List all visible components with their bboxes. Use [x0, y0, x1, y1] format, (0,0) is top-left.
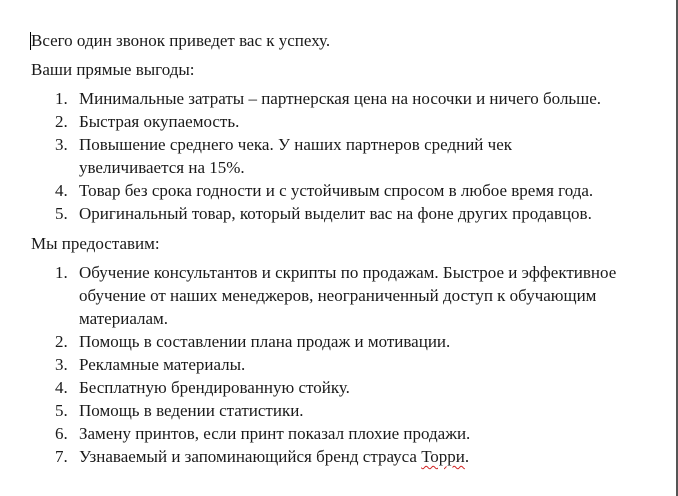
misspelled-word[interactable]: Торри	[421, 447, 465, 466]
list-number: 4.	[55, 378, 68, 397]
list-item	[31, 376, 661, 399]
list-item-text: Помощь в составлении плана продаж и мотивации.	[79, 332, 451, 351]
list-item	[31, 133, 579, 179]
document-body[interactable]	[31, 29, 661, 475]
list-item-text: Минимальные затраты – партнерская цена на носочки и ничего больше.	[79, 89, 602, 108]
list-number: 6.	[55, 424, 68, 443]
list-item	[31, 87, 661, 110]
list-item	[31, 202, 661, 225]
list-item	[31, 445, 661, 468]
list-number: 3.	[55, 135, 68, 154]
list-item-text: Бесплатную брендированную стойку.	[79, 378, 350, 397]
list-item	[31, 261, 649, 330]
list-number: 5.	[55, 401, 68, 420]
list-item-text-end: .	[464, 447, 470, 466]
list-item-text: Замену принтов, если принт показал плохие продажи.	[79, 424, 471, 443]
list-number: 2.	[55, 112, 68, 131]
list-item-text: Повышение среднего чека. У наших партнеров средний чек увеличивается на 15%.	[79, 135, 513, 177]
list-number: 7.	[55, 447, 68, 466]
benefits-heading: Ваши прямые выгоды:	[31, 60, 195, 79]
list-item	[31, 179, 661, 202]
text-cursor	[30, 32, 31, 50]
provide-heading: Мы предоставим:	[31, 234, 160, 253]
provide-list	[31, 261, 661, 468]
list-item	[31, 399, 661, 422]
intro-paragraph[interactable]	[31, 29, 661, 52]
list-item-text: Узнаваемый и запоминающийся бренд страуса	[79, 447, 422, 466]
list-item-text: Помощь в ведении статистики.	[79, 401, 304, 420]
list-item	[31, 422, 661, 445]
list-item-text: Оригинальный товар, который выделит вас на фоне других продавцов.	[79, 204, 592, 223]
list-item-text: Обучение консультантов и скрипты по продажам. Быстрое и эффективное обучение от наших менеджеров, неограниченный доступ к обучающим материалам.	[79, 263, 617, 328]
benefits-list	[31, 87, 661, 225]
list-number: 5.	[55, 204, 68, 223]
list-number: 1.	[55, 89, 68, 108]
list-number: 2.	[55, 332, 68, 351]
list-number: 4.	[55, 181, 68, 200]
list-item-text: Быстрая окупаемость.	[79, 112, 240, 131]
intro-text: Всего один звонок приведет вас к успеху.	[31, 31, 331, 50]
list-item	[31, 353, 661, 376]
list-item	[31, 110, 661, 133]
list-item-text: Товар без срока годности и с устойчивым спросом в любое время года.	[79, 181, 594, 200]
list-number: 3.	[55, 355, 68, 374]
list-item-text: Рекламные материалы.	[79, 355, 246, 374]
list-item	[31, 330, 661, 353]
list-number: 1.	[55, 263, 68, 282]
